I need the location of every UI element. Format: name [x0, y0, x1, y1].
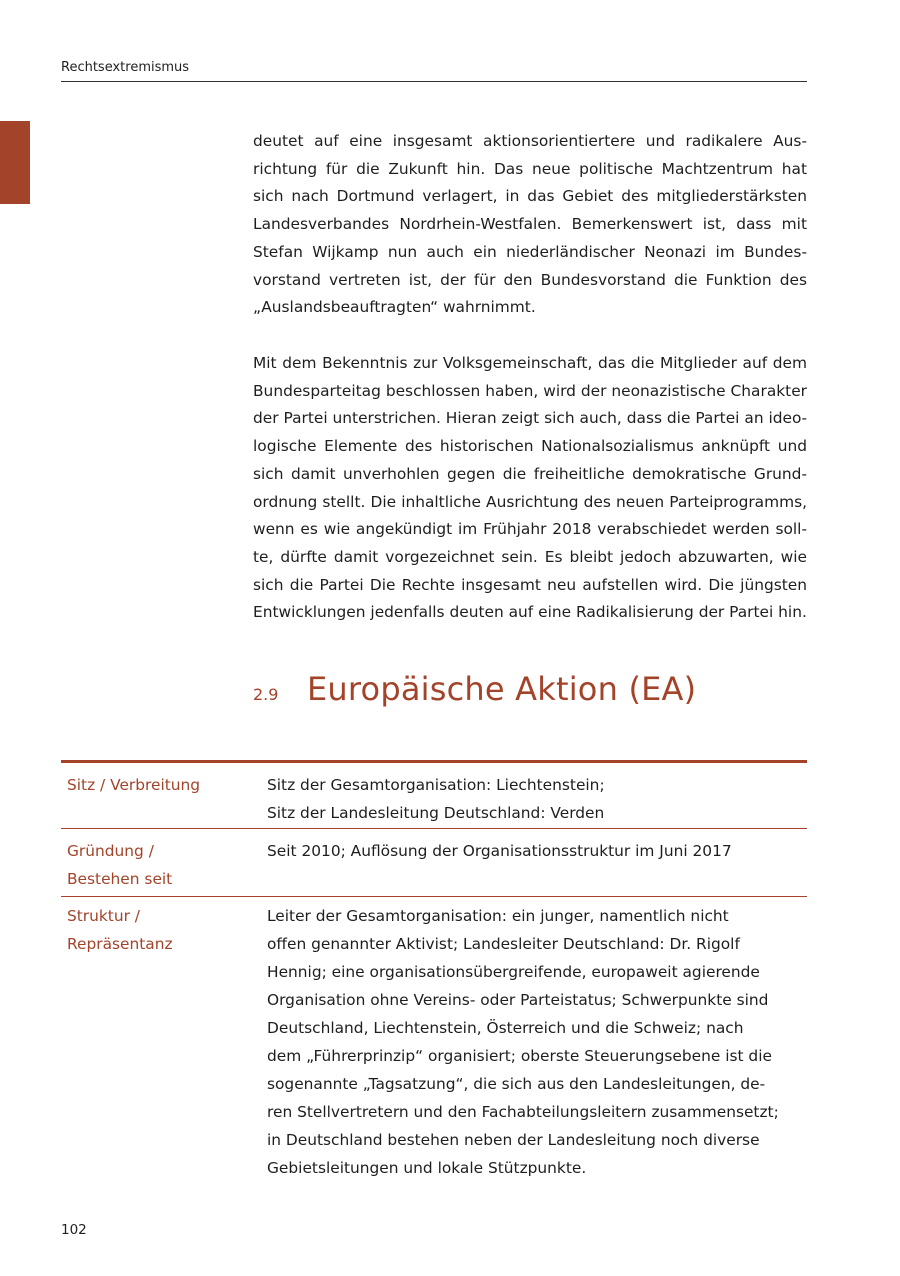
chapter-side-tab — [0, 121, 30, 204]
body-paragraph-1: deutet auf eine insgesamt aktionsorientiertere und radikalere Ausrichtung für die Zukunft hin. Das neue politische Machtzentrum hat sich nach Dortmund verlagert, in das Gebiet des mitgliederstärksten Landesverbandes Nordrhein-Westfalen. Bemerkenswert ist, dass mit Stefan Wijkamp nun auch ein niederländischer Neonazi im Bundesvorstand vertreten ist, der für den Bundesvorstand die Funktion des „Auslandsbeauftragten“ wahrnimmt. — [253, 132, 807, 317]
body-paragraph-2: Mit dem Bekenntnis zur Volksgemeinschaft, das die Mitglieder auf dem Bundesparteitag beschlossen haben, wird der neonazistische Charakter der Partei unterstrichen. Hieran zeigt sich auch, dass die Partei an ideologische Elemente des historischen Nationalsozialismus anknüpft und sich damit unverhohlen gegen die freiheitliche demokratische Grundordnung stellt. Die inhaltliche Ausrichtung des neuen Parteiprogramms, wenn es wie angekündigt im Frühjahr 2018 verabschiedet werden sollte, dürfte damit vorgezeichnet sein. Es bleibt jedoch abzuwarten, wie sich die Partei Die Rechte insgesamt neu aufstellen wird. Die jüngsten Entwicklungen jedenfalls deuten auf eine Radikalisierung der Partei hin. — [253, 354, 807, 622]
header-rule — [61, 81, 807, 82]
section-number: 2.9 — [253, 685, 279, 704]
table-row — [61, 829, 807, 897]
row-label: Gründung / Bestehen seit — [67, 842, 173, 888]
row-value: Sitz der Gesamtorganisation: Liechtenstein; Sitz der Landesleitung Deutschland: Verden — [267, 776, 605, 822]
section-heading — [253, 670, 696, 708]
row-value: Leiter der Gesamtorganisation: ein junger, namentlich nicht offen genannter Aktivist; Landesleiter Deutschland: Dr. Rigolf Hennig; eine organisationsübergreifende, europaweit agierende Organisation ohne Vereins- oder Parteistatus; Schwerpunkte sind Deutschland, Liechtenstein, Österreich und die Schweiz; nach dem „Führerprinzip“ organisiert; oberste Steuerungsebene ist die sogenannte „Tagsatzung“, die sich aus den Landesleitungen, de- ren Stellvertretern und den Fachabteilungsleitern zusammensetzt; in Deutschland bestehen neben der Landesleitung noch diverse Gebietsleitungen und lokale Stützpunkte. — [267, 907, 779, 1177]
table-row — [61, 763, 807, 829]
section-title: Europäische Aktion (EA) — [307, 670, 697, 708]
row-label: Sitz / Verbreitung — [67, 776, 201, 794]
table-row — [61, 897, 807, 1182]
row-value: Seit 2010; Auflösung der Organisationsstruktur im Juni 2017 — [267, 842, 732, 860]
page-number: 102 — [61, 1222, 87, 1238]
row-label: Struktur / Repräsentanz — [67, 907, 173, 953]
organization-profile-table — [61, 760, 807, 1182]
running-header: Rechtsextremismus — [61, 60, 190, 75]
